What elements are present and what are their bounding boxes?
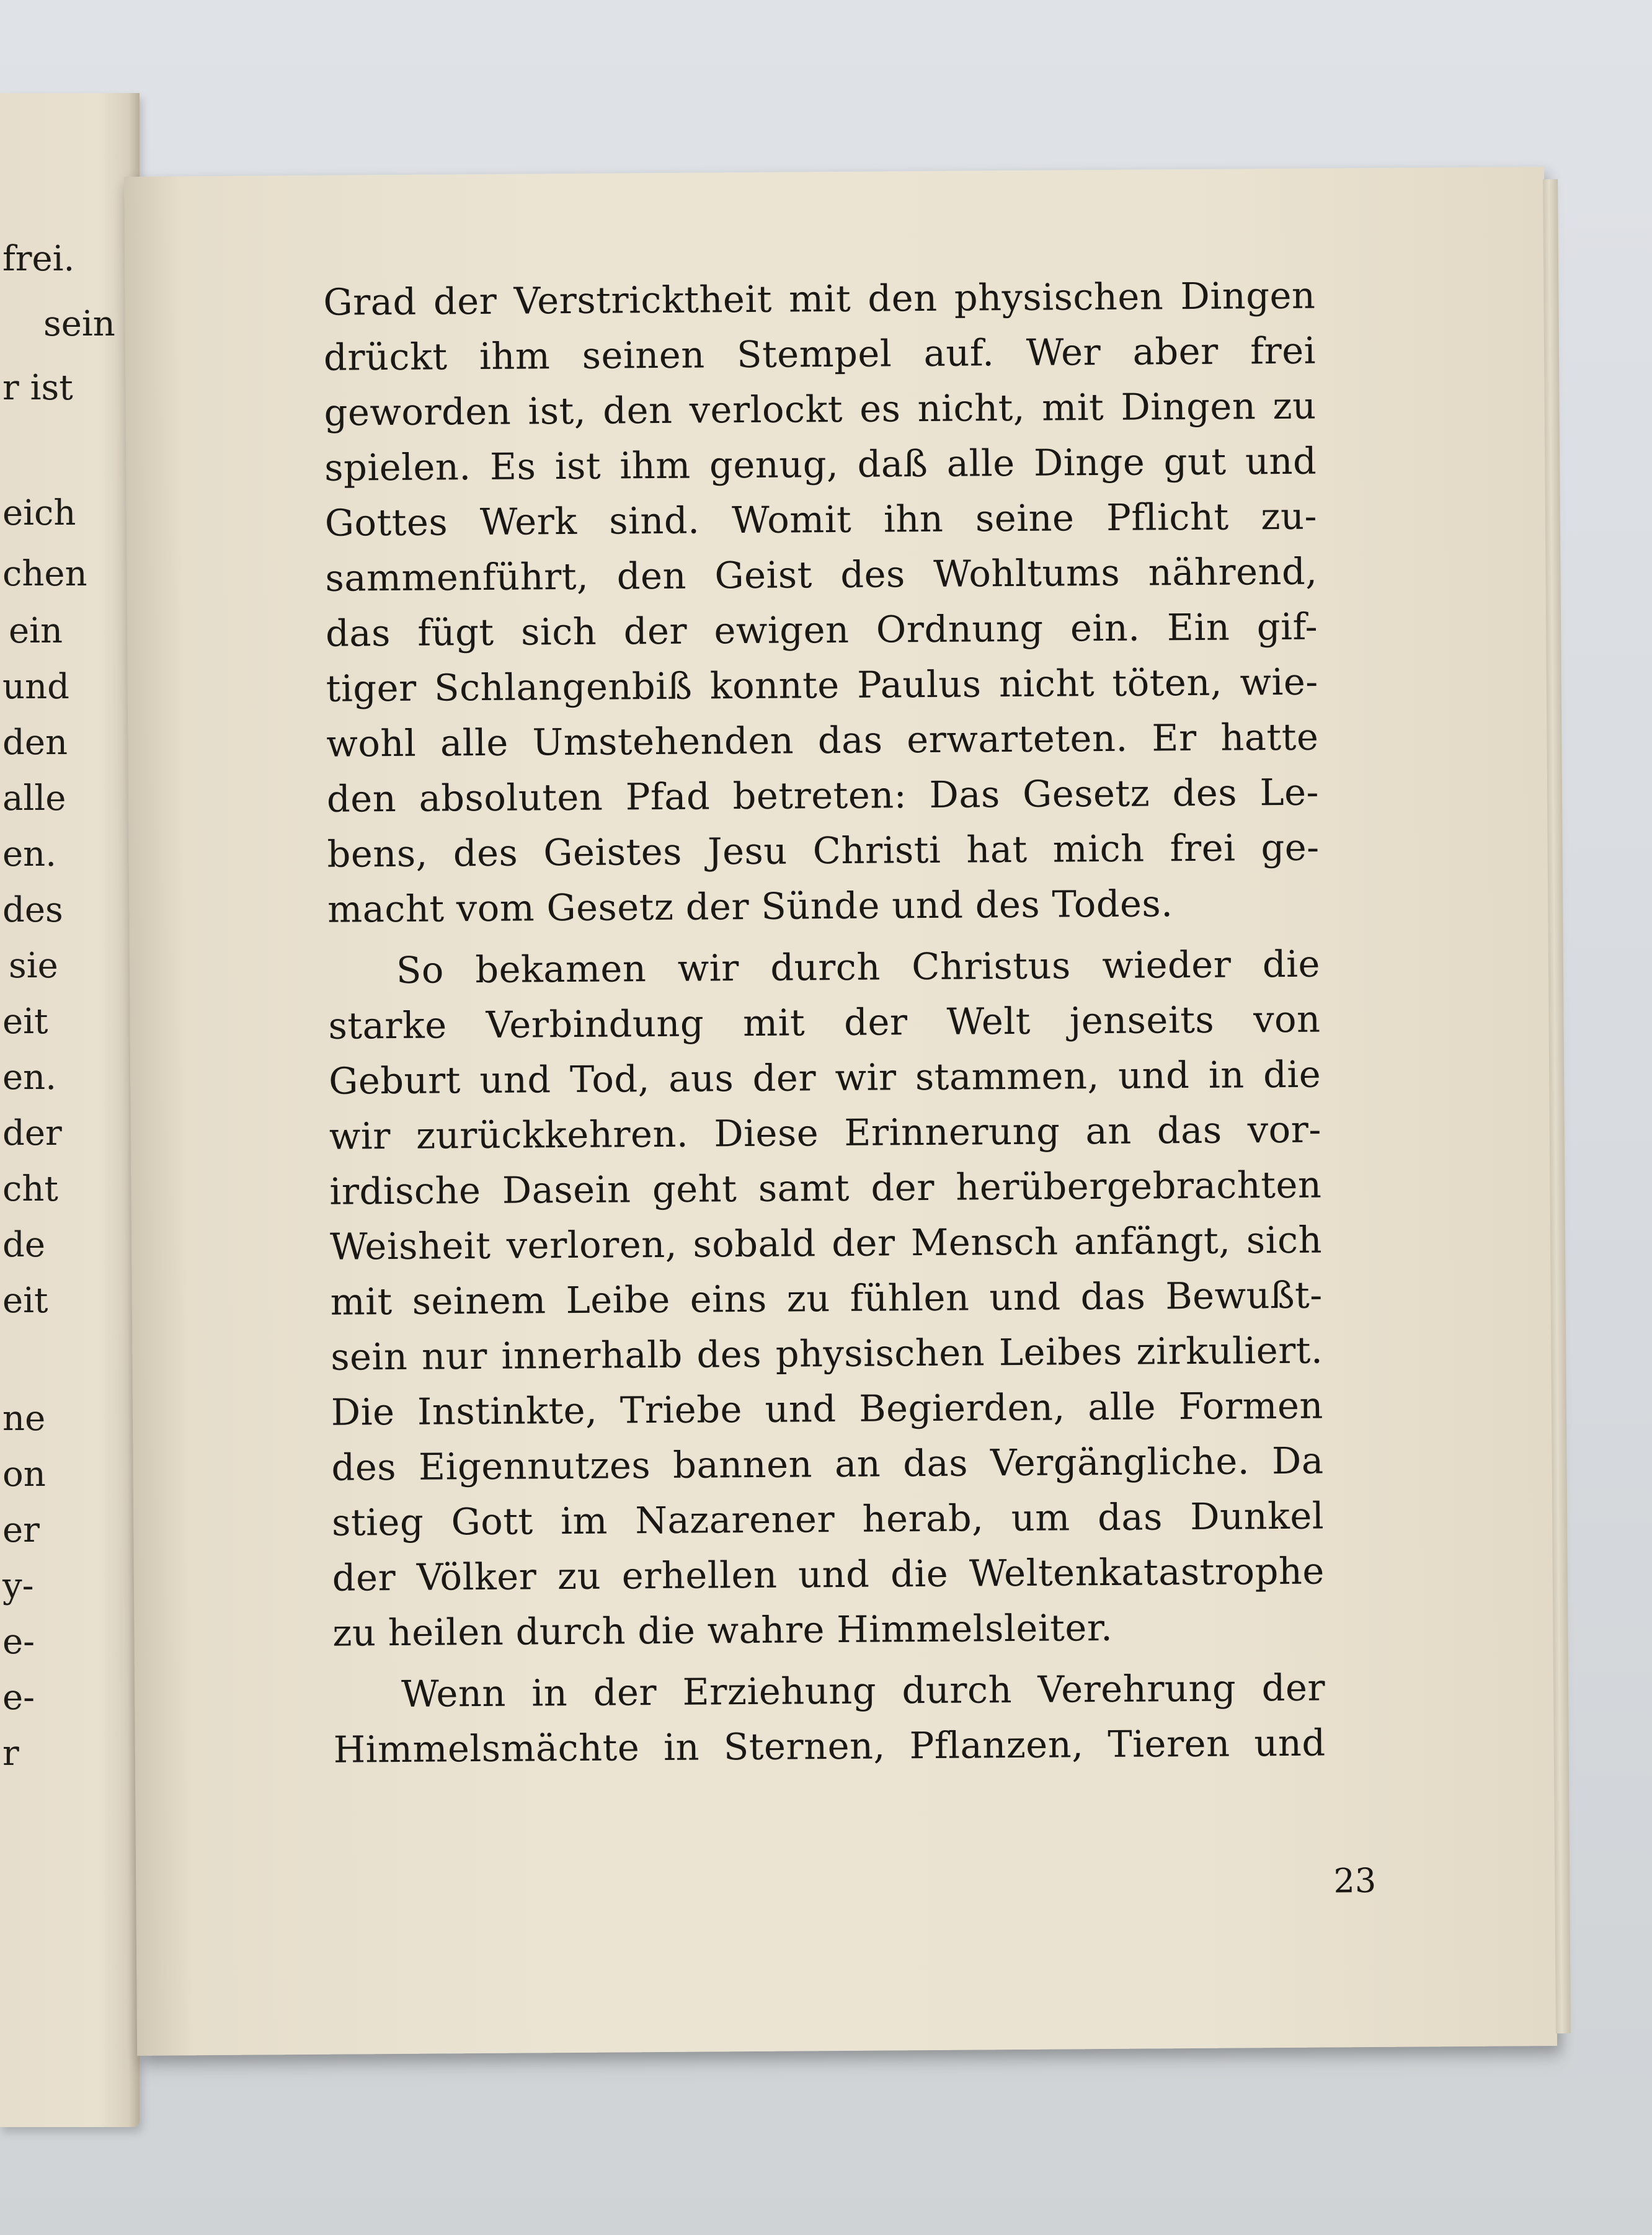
left-page-fragment: en.	[2, 1057, 57, 1098]
left-page-fragment: ein	[9, 611, 63, 651]
left-page-fragment: des	[2, 890, 63, 930]
left-page-fragment: on	[2, 1454, 46, 1495]
text-line: der Völker zu erhellen und die Weltenkatastrophe	[332, 1549, 1325, 1599]
text-line: Grad der Verstricktheit mit den physischen Dingen	[323, 273, 1316, 324]
left-page-fragment: r ist	[2, 368, 73, 408]
left-page-fragment: der	[2, 1113, 62, 1153]
left-page-fragment: cht	[2, 1169, 58, 1209]
text-line: des Eigennutzes bannen an das Vergängliche. Da	[331, 1439, 1324, 1489]
left-page-fragment: sie	[9, 946, 58, 986]
left-page-fragment: e-	[2, 1677, 35, 1718]
left-page-fragment: er	[2, 1510, 40, 1550]
left-page-fragment: en.	[2, 834, 57, 874]
text-line: geworden ist, den verlockt es nicht, mit Dingen zu	[324, 384, 1317, 434]
text-line: irdische Dasein geht samt der herübergebrachten	[329, 1163, 1322, 1213]
left-page-fragment: eit	[2, 1281, 48, 1321]
text-line: macht vom Gesetz der Sünde und des Todes.	[327, 882, 1173, 931]
text-line: Geburt und Tod, aus der wir stammen, und in die	[328, 1052, 1321, 1103]
text-line: Himmelsmächte in Sternen, Pflanzen, Tieren und	[333, 1721, 1326, 1771]
text-line: Weisheit verloren, sobald der Mensch anfängt, sich	[329, 1218, 1323, 1268]
left-page-fragment: de	[2, 1225, 45, 1265]
paragraph-1	[323, 268, 1320, 937]
text-line: tiger Schlangenbiß konnte Paulus nicht töten, wie-	[326, 660, 1318, 710]
text-line: das fügt sich der ewigen Ordnung ein. Ein gif-	[325, 605, 1318, 655]
page-number: 23	[1333, 1860, 1377, 1901]
text-line: wir zurückkehren. Diese Erinnerung an das vor-	[329, 1108, 1322, 1158]
text-line: drückt ihm seinen Stempel auf. Wer aber frei	[323, 329, 1317, 379]
text-line: den absoluten Pfad betreten: Das Gesetz des Le-	[326, 770, 1320, 820]
right-page	[124, 167, 1557, 2056]
text-line: Die Instinkte, Triebe und Begierden, alle Formen	[331, 1384, 1324, 1434]
paragraph-2	[328, 936, 1325, 1661]
left-page-fragment: e-	[2, 1622, 35, 1662]
left-page-fragment: sein	[43, 304, 115, 344]
left-page-fragment: eich	[2, 493, 76, 533]
text-line: Gottes Werk sind. Womit ihn seine Pflicht zu-	[324, 494, 1318, 544]
paragraph-3	[333, 1660, 1326, 1777]
left-page-fragment: chen	[2, 554, 87, 594]
left-page-fragment: den	[2, 722, 68, 763]
text-line: Wenn in der Erziehung durch Verehrung der	[401, 1666, 1326, 1715]
text-line: sammenführt, den Geist des Wohltums nährend,	[325, 549, 1318, 600]
left-page	[0, 93, 140, 2127]
left-page-fragment: ne	[2, 1398, 46, 1439]
text-line: zu heilen durch die wahre Himmelsleiter.	[332, 1606, 1113, 1655]
left-page-fragment: eit	[2, 1002, 48, 1042]
left-page-fragment: y-	[2, 1566, 34, 1606]
text-line: So bekamen wir durch Christus wieder die	[396, 942, 1321, 992]
left-page-fragment: frei.	[2, 239, 75, 279]
text-line: mit seinem Leibe eins zu fühlen und das Bewußt-	[330, 1273, 1323, 1323]
body-text	[323, 268, 1326, 1777]
text-line: starke Verbindung mit der Welt jenseits von	[328, 997, 1321, 1047]
text-line: wohl alle Umstehenden das erwarteten. Er hatte	[326, 715, 1319, 765]
text-line: bens, des Geistes Jesu Christi hat mich frei ge-	[327, 825, 1320, 876]
left-page-fragment: r	[2, 1733, 19, 1774]
left-page-fragment: und	[2, 667, 69, 707]
left-page-fragment: alle	[2, 778, 66, 819]
text-line: stieg Gott im Nazarener herab, um das Dunkel	[331, 1494, 1325, 1544]
text-line: sein nur innerhalb des physischen Leibes zirkuliert.	[331, 1328, 1323, 1379]
text-line: spielen. Es ist ihm genug, daß alle Dinge gut und	[324, 439, 1317, 489]
